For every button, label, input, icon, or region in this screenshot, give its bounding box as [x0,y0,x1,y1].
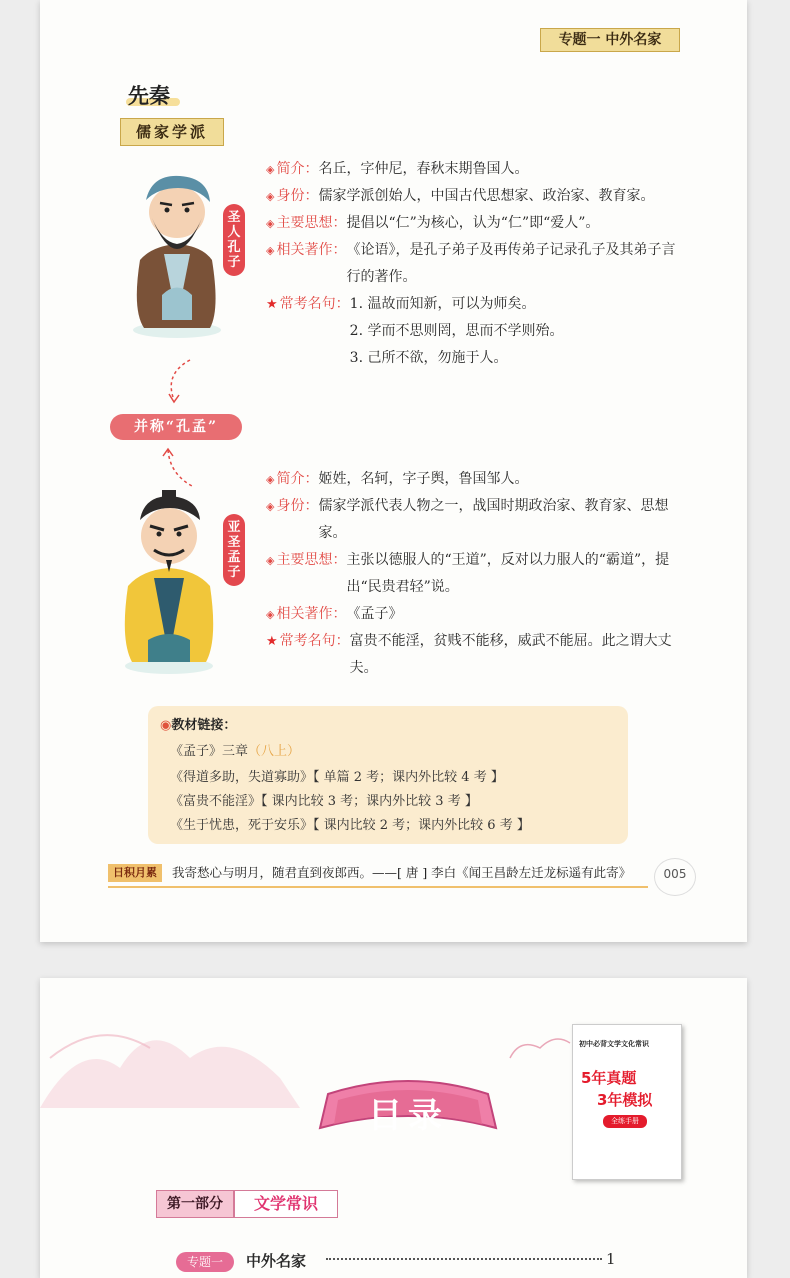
part-name: 文学常识 [234,1190,338,1218]
thought-key: 主要思想： [276,215,347,231]
book-page-005 [40,0,747,942]
textbook-link-box [148,706,628,844]
toc-entry-tag: 专题一 [176,1252,234,1272]
works-key: 相关著作： [276,606,347,622]
identity-key: 身份： [276,498,319,514]
confucius-entry [266,156,686,372]
toc-title: 目录 [368,1096,448,1136]
star-bullet-icon: ★ [266,634,278,649]
confucius-identity-row [266,183,686,210]
confucius-intro-row [266,156,686,183]
book-headline-1: 5年真题 [581,1069,637,1087]
toc-title-banner [318,1074,498,1148]
book-cover-thumbnail[interactable] [572,1024,682,1180]
arrow-down-icon [160,356,200,406]
works-key: 相关著作： [276,242,347,258]
thought-key: 主要思想： [276,552,347,568]
confucius-identity: 儒家学派创始人，中国古代思想家、政治家、教育家。 [318,188,655,204]
quotes-key: 常考名句： [279,296,350,312]
daily-quote-footer [108,862,688,884]
confucius-label: 圣人孔子 [223,204,245,276]
toc-leader-dots [326,1258,602,1260]
confucius-quotes [350,291,686,372]
mencius-identity: 儒家学派代表人物之一，战国时期政治家、教育家、思想家。 [318,498,669,541]
confucius-quote-1: 1. 温故而知新，可以为师矣。 [349,296,536,312]
textbook-link-item[interactable] [170,740,300,759]
textbook-link-title-text: 教材链接： [171,718,237,733]
confucius-works: 《论语》，是孔子弟子及再传弟子记录孔子及其弟子言行的著作。 [346,242,676,285]
mencius-entry [266,466,686,682]
mencius-intro-row [266,466,686,493]
diamond-bullet-icon: ◈ [266,554,275,567]
mencius-intro: 姬姓，名轲，字子舆，鲁国邹人。 [318,471,529,487]
daily-quote-text: 我寄愁心与明月，随君直到夜郎西。——[ 唐 ] 李白《闻王昌龄左迁龙标遥有此寄》 [172,865,632,880]
toc-entry-title: 中外名家 [246,1252,307,1270]
intro-key: 简介： [276,161,319,177]
target-bullet-icon: ◉ [160,718,172,733]
chapter-header-tag: 专题一 中外名家 [540,28,680,52]
mencius-works: 《孟子》 [346,606,403,622]
diamond-bullet-icon: ◈ [266,190,275,203]
textbook-link-item[interactable]: 《生于忧患，死于安乐》【 课内比较 2 考；课内外比较 6 考 】 [170,818,530,833]
book-headline-2: 3年模拟 [597,1091,653,1109]
mencius-quotes-row [266,628,686,682]
book-badge: 全练手册 [603,1115,647,1128]
school-heading: 儒家学派 [120,118,224,146]
textbook-link-item-title: 《孟子》三章 [170,744,249,759]
mencius-thought-row [266,547,686,601]
diamond-bullet-icon: ◈ [266,244,275,257]
confucius-thought-row [266,210,686,237]
table-of-contents-page [40,978,747,1278]
mencius-thought: 主张以德服人的“王道”，反对以力服人的“霸道”，提出“民贵君轻”说。 [346,552,670,595]
mencius-works-row [266,601,686,628]
part-number: 第一部分 [156,1190,234,1218]
confucius-thought: 提倡以“仁”为核心，认为“仁”即“爱人”。 [346,215,600,231]
diamond-bullet-icon: ◈ [266,608,275,621]
arrow-up-icon [158,446,198,490]
footer-divider [108,886,648,888]
era-heading: 先秦 [128,83,170,108]
star-bullet-icon: ★ [266,297,278,312]
textbook-grade-tag: （八上） [248,744,301,759]
confucius-intro: 名丘，字仲尼，春秋末期鲁国人。 [318,161,529,177]
daily-quote-tag: 日积月累 [108,864,162,882]
confucius-quote-2: 2. 学而不思则罔，思而不学则殆。 [349,323,564,339]
confucius-illustration [122,170,232,340]
textbook-link-item[interactable]: 《富贵不能淫》【 课内比较 3 考；课内外比较 3 考 】 [170,794,478,809]
mencius-identity-row [266,493,686,547]
mencius-illustration [114,490,224,676]
diamond-bullet-icon: ◈ [266,500,275,513]
diamond-bullet-icon: ◈ [266,473,275,486]
intro-key: 简介： [276,471,319,487]
page-number: 005 [654,858,696,896]
mountain-decoration-icon [40,998,300,1118]
textbook-link-item[interactable]: 《得道多助，失道寡助》【 单篇 2 考；课内外比较 4 考 】 [170,770,504,785]
mencius-label: 亚圣孟子 [223,514,245,586]
quotes-key: 常考名句： [279,633,350,649]
diamond-bullet-icon: ◈ [266,163,275,176]
textbook-link-title [160,714,236,733]
confucius-quotes-row [266,291,686,372]
paired-label: 并称“孔孟” [110,414,242,440]
identity-key: 身份： [276,188,319,204]
book-title: 初中必背文学文化常识 [579,1040,649,1048]
toc-entry-page: 1 [606,1250,616,1268]
birds-decoration-icon [500,1028,580,1068]
confucius-works-row [266,237,686,291]
mencius-quote: 富贵不能淫，贫贱不能移，威武不能屈。此之谓大丈夫。 [349,633,672,676]
diamond-bullet-icon: ◈ [266,217,275,230]
confucius-quote-3: 3. 己所不欲，勿施于人。 [349,350,508,366]
